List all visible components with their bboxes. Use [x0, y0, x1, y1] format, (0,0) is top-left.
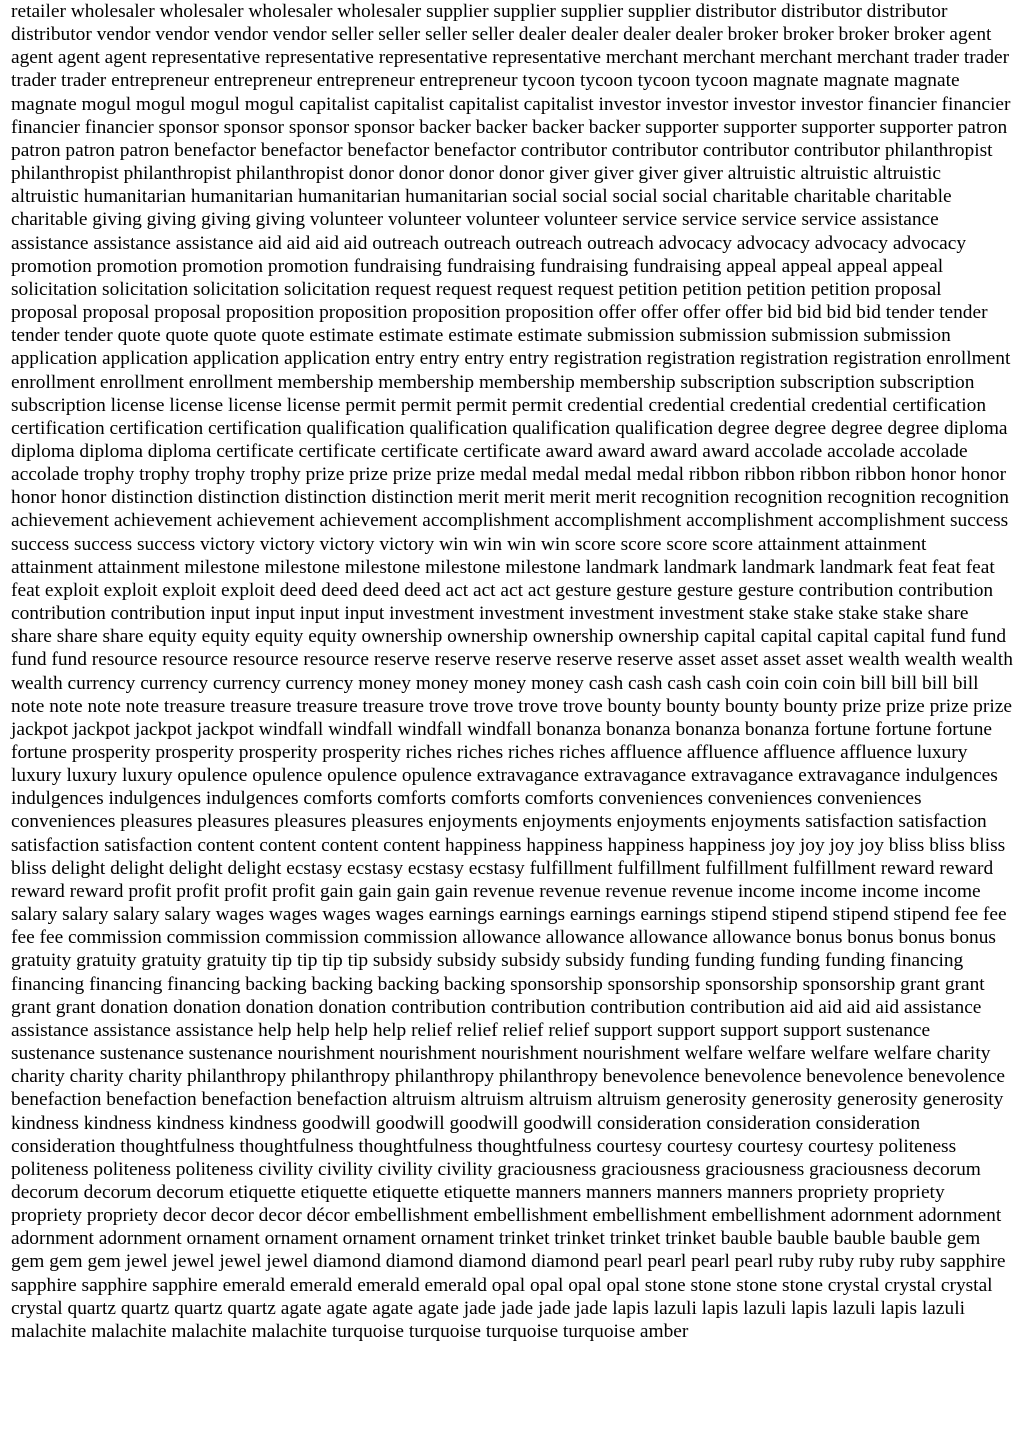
document-body-text: retailer wholesaler wholesaler wholesaler wholesaler supplier supplier supplier supplier distributor distributor distributor distributor vendor vendor vendor vendor seller seller seller seller dealer dealer dealer dealer broker broker broker broker agent agent agent agent representative representative representative representative merchant merchant merchant merchant trader trader trader trader entrepreneur entrepreneur entrepreneur entrepreneur tycoon tycoon tycoon tycoon magnate magnate magnate magnate mogul mogul mogul mogul capitalist capitalist capitalist capitalist investor investor investor investor financier financier financier financier sponsor sponsor sponsor sponsor backer backer backer backer supporter supporter supporter supporter patron patron patron patron benefactor benefactor benefactor benefactor contributor contributor contributor contributor philanthropist philanthropist philanthropist philanthropist donor donor donor donor giver giver giver giver altruistic altruistic altruistic altruistic humanitarian humanitarian humanitarian humanitarian social social social social charitable charitable charitable charitable giving giving giving giving volunteer volunteer volunteer volunteer service service service service assistance assistance assistance assistance aid aid aid aid outreach outreach outreach outreach advocacy advocacy advocacy advocacy promotion promotion promotion promotion fundraising fundraising fundraising fundraising appeal appeal appeal appeal solicitation solicitation solicitation solicitation request request request request petition petition petition petition proposal proposal proposal proposal proposition proposition proposition proposition offer offer offer offer bid bid bid bid tender tender tender tender quote quote quote quote estimate estimate estimate estimate submission submission submission submission application application application application entry entry entry entry registration registration registration registration enrollment enrollment enrollment enrollment membership membership membership membership subscription subscription subscription subscription license license license license permit permit permit permit credential credential credential credential certification certification certification certification qualification qualification qualification qualification degree degree degree degree diploma diploma diploma diploma certificate certificate certificate certificate award award award award accolade accolade accolade accolade trophy trophy trophy trophy prize prize prize prize medal medal medal medal ribbon ribbon ribbon ribbon honor honor honor honor distinction distinction distinction distinction merit merit merit merit recognition recognition recognition recognition achievement achievement achievement achievement accomplishment accomplishment accomplishment accomplishment success success success success victory victory victory victory win win win win score score score score attainment attainment attainment attainment milestone milestone milestone milestone milestone landmark landmark landmark landmark feat feat feat feat exploit exploit exploit exploit deed deed deed deed act act act act gesture gesture gesture gesture contribution contribution contribution contribution input input input input investment investment investment investment stake stake stake stake share share share share equity equity equity equity ownership ownership ownership ownership capital capital capital capital fund fund fund fund resource resource resource resource reserve reserve reserve reserve reserve asset asset asset asset wealth wealth wealth wealth currency currency currency currency money money money money cash cash cash cash coin coin coin bill bill bill bill note note note note treasure treasure treasure treasure trove trove trove trove bounty bounty bounty bounty prize prize prize prize jackpot jackpot jackpot jackpot windfall windfall windfall windfall bonanza bonanza bonanza bonanza fortune fortune fortune fortune prosperity prosperity prosperity prosperity riches riches riches riches affluence affluence affluence affluence luxury luxury luxury luxury opulence opulence opulence opulence extravagance extravagance extravagance extravagance indulgences indulgences indulgences indulgences comforts comforts comforts comforts conveniences conveniences conveniences conveniences pleasures pleasures pleasures pleasures enjoyments enjoyments enjoyments enjoyments satisfaction satisfaction satisfaction satisfaction content content content content happiness happiness happiness happiness joy joy joy joy bliss bliss bliss bliss delight delight delight delight ecstasy ecstasy ecstasy ecstasy fulfillment fulfillment fulfillment fulfillment reward reward reward reward profit profit profit profit gain gain gain gain revenue revenue revenue revenue income income income income salary salary salary salary wages wages wages wages earnings earnings earnings earnings stipend stipend stipend stipend fee fee fee fee commission commission commission commission allowance allowance allowance allowance bonus bonus bonus bonus gratuity gratuity gratuity gratuity tip tip tip tip subsidy subsidy subsidy subsidy funding funding funding funding financing financing financing financing backing backing backing backing sponsorship sponsorship sponsorship sponsorship grant grant grant grant donation donation donation donation contribution contribution contribution contribution aid aid aid aid assistance assistance assistance assistance help help help help relief relief relief relief support support support support sustenance sustenance sustenance sustenance nourishment nourishment nourishment nourishment welfare welfare welfare welfare charity charity charity charity philanthropy philanthropy philanthropy philanthropy benevolence benevolence benevolence benevolence benefaction benefaction benefaction benefaction altruism altruism altruism altruism generosity generosity generosity generosity kindness kindness kindness kindness goodwill goodwill goodwill goodwill consideration consideration consideration consideration thoughtfulness thoughtfulness thoughtfulness thoughtfulness courtesy courtesy courtesy courtesy politeness politeness politeness politeness civility civility civility civility graciousness graciousness graciousness graciousness decorum decorum decorum decorum etiquette etiquette etiquette etiquette manners manners manners manners propriety propriety propriety propriety decor decor decor décor embellishment embellishment embellishment embellishment adornment adornment adornment adornment ornament ornament ornament ornament trinket trinket trinket trinket bauble bauble bauble bauble gem gem gem gem jewel jewel jewel jewel diamond diamond diamond diamond pearl pearl pearl pearl ruby ruby ruby ruby sapphire sapphire sapphire sapphire emerald emerald emerald emerald opal opal opal opal stone stone stone stone crystal crystal crystal crystal quartz quartz quartz quartz agate agate agate agate jade jade jade jade lapis lazuli lapis lazuli lapis lazuli lapis lazuli malachite malachite malachite malachite turquoise turquoise turquoise turquoise amber — [11, 1, 1013, 1342]
